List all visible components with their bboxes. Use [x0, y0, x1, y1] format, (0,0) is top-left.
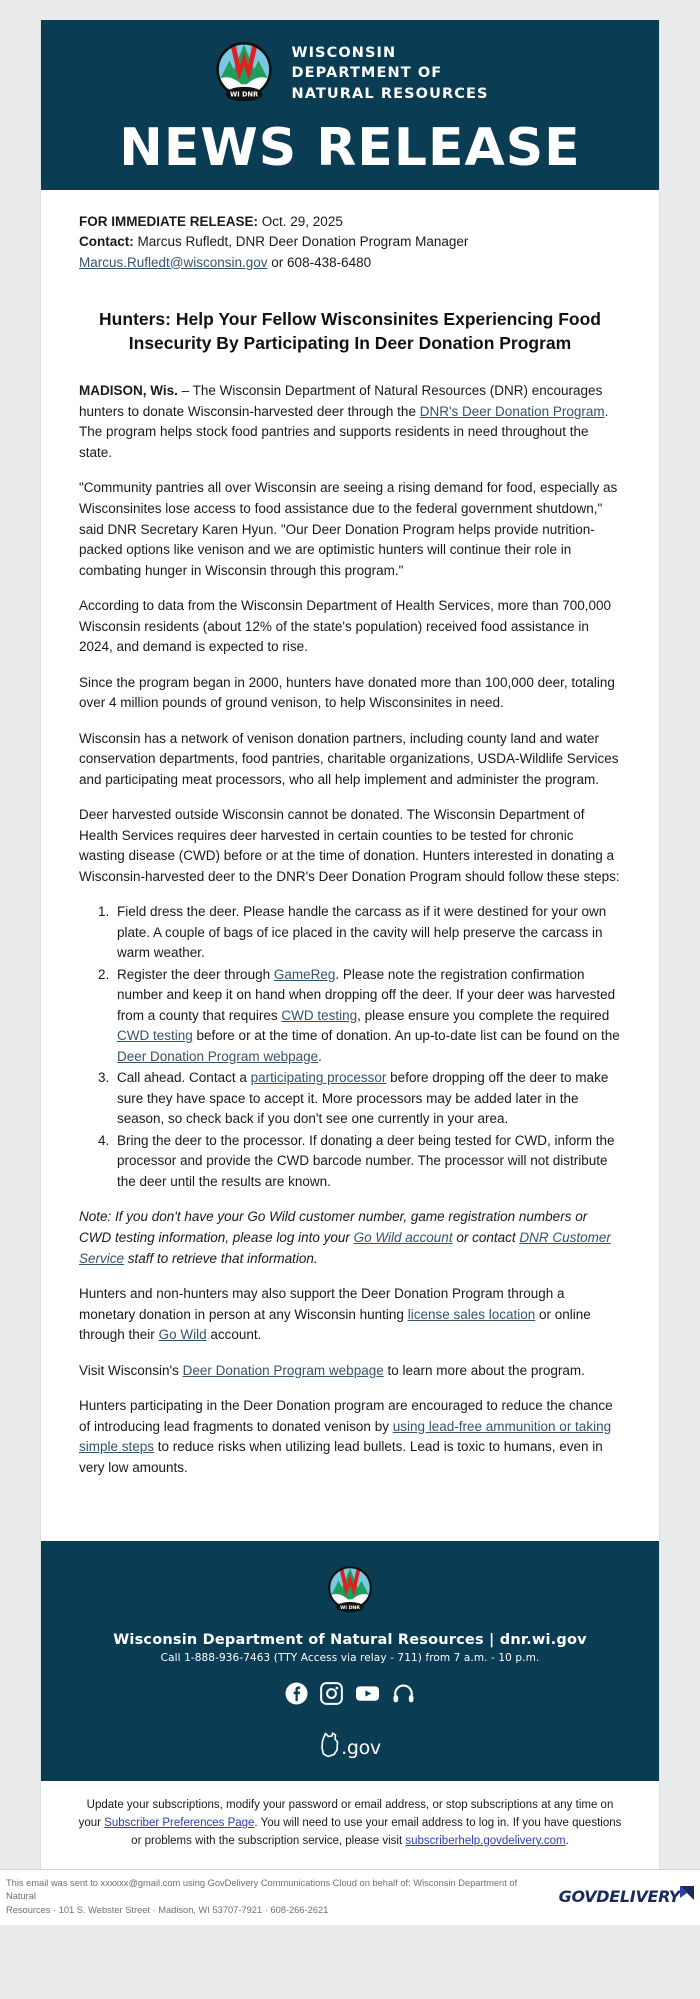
wigov-text: .gov: [341, 1736, 381, 1759]
masthead: [41, 20, 659, 190]
release-meta: [79, 212, 621, 274]
brand-row: [41, 38, 659, 109]
govdelivery-mark-icon: [680, 1887, 694, 1905]
license-sales-location-link[interactable]: license sales location: [407, 1306, 536, 1322]
list-item: [113, 1131, 621, 1193]
step-1-text: Field dress the deer. Please handle the carcass as if it were destined for your own plate. A couple of bags of ice placed in the cavity will help preserve the carcass in warm weather.: [117, 904, 607, 961]
release-label: FOR IMMEDIATE RELEASE:: [79, 213, 259, 229]
contact-phone: 608-438-6480: [287, 254, 372, 270]
paragraph-partners: Wisconsin has a network of venison donation partners, including county land and water conservation departments, food pantries, charitable organizations, USDA-Wildlife Services and participating meat processors, who all help implement and administer the program.: [79, 730, 619, 787]
wisconsin-gov-logo: [61, 1732, 639, 1763]
list-item: [113, 902, 621, 964]
paragraph-cwd-requirements: Deer harvested outside Wisconsin cannot be donated. The Wisconsin Department of Health Services requires deer harvested in certain counties to be tested for chronic wasting disease (CWD) before or at the time of donation. Hunters interested in donating a Wisconsin-harvested deer to the DNR's Deer Donation Program should follow these steps:: [79, 807, 620, 884]
release-content: [41, 190, 659, 1520]
gamereg-link[interactable]: GameReg: [273, 966, 336, 982]
dateline: MADISON, Wis.: [79, 383, 178, 399]
monetary-text-a: Hunters and non-hunters may also support the Deer Donation Program through a monetary donation in person at any Wisconsin hunting: [79, 1286, 565, 1322]
social-links-row: [61, 1682, 639, 1710]
contact-or: or: [267, 254, 288, 270]
subs-text-b: . You will need to use your email address to log in. If you have questions or problems with the subscription service, please visit: [131, 1816, 622, 1847]
step-2-text-c: , please ensure you complete the required: [357, 1007, 610, 1023]
svg-text:WI DNR: WI DNR: [340, 1606, 360, 1612]
go-wild-account-link[interactable]: Go Wild account: [353, 1229, 453, 1245]
subscriberhelp-link[interactable]: subscriberhelp.govdelivery.com: [405, 1834, 566, 1847]
monetary-text-c: account.: [206, 1327, 262, 1343]
paragraph-program-history: Since the program began in 2000, hunters have donated more than 100,000 deer, totaling over 4 million pounds of ground venison, to help Wisconsinites in need.: [79, 674, 615, 711]
contact-name: Marcus Rufledt, DNR Deer Donation Program Manager: [137, 234, 469, 250]
step-3-text-b: before dropping off the deer to make sure they have space to accept it. More processors may be added later in the season, so check back if you don't see one currently in your area.: [117, 1070, 609, 1127]
paragraph-quote: "Community pantries all over Wisconsin are seeing a rising demand for food, especially as Wisconsinites lose access to food assistance due to the federal government shutdown," said DNR Secretary Karen Hyun. "Our Deer Donation Program helps provide nutrition-packed options like venison and we are optimistic hunters will continue their role in combating hunger in Wisconsin through this program.": [79, 480, 618, 578]
footer-phone-line: Call 1-888-936-7463 (TTY Access via relay - 711) from 7 a.m. - 10 p.m.: [160, 1652, 540, 1665]
wi-dnr-logo-icon: [211, 38, 277, 109]
release-date: Oct. 29, 2025: [261, 213, 343, 229]
step-2-text-d: before or at the time of donation. An up-to-date list can be found on the: [192, 1028, 620, 1044]
email-frame: [40, 20, 660, 1869]
release-date-line: [79, 212, 621, 233]
step-4-text: Bring the deer to the processor. If donating a deer being tested for CWD, inform the processor and provide the CWD barcode number. The processor will not distribute the deer until the results are known.: [117, 1132, 615, 1189]
lead-text-a: Hunters participating in the Deer Donation program are encouraged to reduce the chance of introducing lead fragments to donated venison by: [79, 1398, 613, 1434]
paragraph-intro: [79, 381, 621, 463]
step-2-text-b: . Please note the registration confirmation number and keep it on hand when dropping off the deer. If your deer was harvested from a county that requires: [117, 966, 616, 1023]
paragraph-monetary-donation: [79, 1284, 621, 1346]
cwd-testing-link-1[interactable]: CWD testing: [281, 1007, 358, 1023]
contact-email-link[interactable]: Marcus.Rufledt@wisconsin.gov: [79, 254, 268, 270]
svg-text:WI DNR: WI DNR: [230, 90, 259, 99]
govdelivery-logo: [559, 1887, 694, 1906]
facebook-icon[interactable]: [285, 1682, 308, 1710]
paragraph-visit-webpage: [79, 1361, 621, 1382]
wisconsin-outline-icon: [319, 1732, 341, 1763]
footer-logo-wrap: [61, 1563, 639, 1620]
lead-free-ammunition-link[interactable]: using lead-free ammunition or taking simple steps: [79, 1418, 612, 1455]
paragraph-statistics: According to data from the Wisconsin Department of Health Services, more than 700,000 Wisconsin residents (about 12% of the state's population) received food assistance in 2024, and demand is expected to rise.: [79, 598, 612, 655]
subs-text-a: Update your subscriptions, modify your password or email address, or stop subscriptions at any time on your: [78, 1799, 614, 1829]
brand-line-1: WISCONSIN: [291, 44, 397, 61]
govdelivery-wordmark: GOVDELIVERY: [558, 1887, 680, 1907]
visit-text-a: Visit Wisconsin's: [79, 1362, 183, 1378]
dark-footer: [41, 1541, 659, 1781]
page-title: Hunters: Help Your Fellow Wisconsinites Experiencing Food Insecurity By Participating In Deer Donation Program: [99, 309, 601, 354]
visit-text-b: to learn more about the program.: [383, 1362, 585, 1378]
step-3-text-a: Call ahead. Contact a: [117, 1070, 251, 1086]
contact-line: [79, 232, 621, 253]
participating-processor-link[interactable]: participating processor: [250, 1070, 387, 1086]
brand-line-2: DEPARTMENT OF: [291, 65, 443, 82]
instagram-icon[interactable]: [320, 1682, 343, 1710]
list-item: [113, 1068, 621, 1130]
step-2-text-a: Register the deer through: [117, 966, 274, 982]
youtube-icon[interactable]: [355, 1682, 380, 1710]
dnr-customer-service-link[interactable]: DNR Customer Service: [79, 1229, 611, 1266]
top-spacer: [0, 0, 700, 20]
subscription-block: [41, 1781, 659, 1868]
note-text-b: or contact: [452, 1229, 520, 1245]
brand-wordmark: [291, 43, 488, 105]
subs-text-c: .: [565, 1834, 569, 1847]
legal-line-2: Resources · 101 S. Webster Street · Madison, WI 53707-7921 · 608-266-2621: [6, 1904, 329, 1915]
legal-text: [6, 1877, 549, 1917]
step-2-text-e: .: [318, 1048, 322, 1064]
intro-text-a: – The Wisconsin Department of Natural Resources (DNR) encourages hunters to donate Wisconsin-harvested deer through the: [79, 383, 603, 419]
cwd-testing-link-2[interactable]: CWD testing: [117, 1028, 193, 1044]
subscriber-preferences-link[interactable]: Subscriber Preferences Page: [104, 1816, 255, 1829]
paragraph-lead-free: [79, 1396, 621, 1478]
contact-email-line: [79, 253, 621, 274]
legal-line-1: This email was sent to xxxxxx@gmail.com using GovDelivery Communications Cloud on behalf of: Wisconsin Department of Natural: [6, 1877, 518, 1902]
contact-label: Contact:: [79, 234, 134, 250]
go-wild-link[interactable]: Go Wild: [158, 1327, 207, 1343]
note-text-c: staff to retrieve that information.: [124, 1250, 318, 1266]
list-item: [113, 965, 621, 1068]
brand-line-3: NATURAL RESOURCES: [291, 85, 489, 102]
note-text-a: Note: If you don't have your Go Wild customer number, game registration numbers or CWD testing information, please log into your: [79, 1209, 588, 1245]
deer-donation-program-link[interactable]: DNR's Deer Donation Program: [419, 403, 605, 419]
intro-text-b: . The program helps stock food pantries and supports residents in need throughout the state.: [79, 403, 609, 460]
paragraph-note: [79, 1207, 621, 1269]
deer-donation-webpage-link-2[interactable]: Deer Donation Program webpage: [182, 1362, 384, 1378]
deer-donation-webpage-link-1[interactable]: Deer Donation Program webpage: [117, 1048, 319, 1064]
footer-spacer: [41, 1519, 659, 1541]
legal-strip: [0, 1869, 700, 1925]
donation-steps-list: [79, 902, 621, 1192]
footer-org-line: Wisconsin Department of Natural Resources | dnr.wi.gov: [113, 1632, 587, 1649]
wi-dnr-footer-logo-icon: [324, 1602, 376, 1619]
monetary-text-b: or online through their: [79, 1306, 591, 1343]
headphones-icon[interactable]: [392, 1682, 415, 1710]
lead-text-b: to reduce risks when utilizing lead bullets. Lead is toxic to humans, even in very low amounts.: [79, 1439, 603, 1475]
news-release-title: NEWS RELEASE: [119, 118, 581, 178]
